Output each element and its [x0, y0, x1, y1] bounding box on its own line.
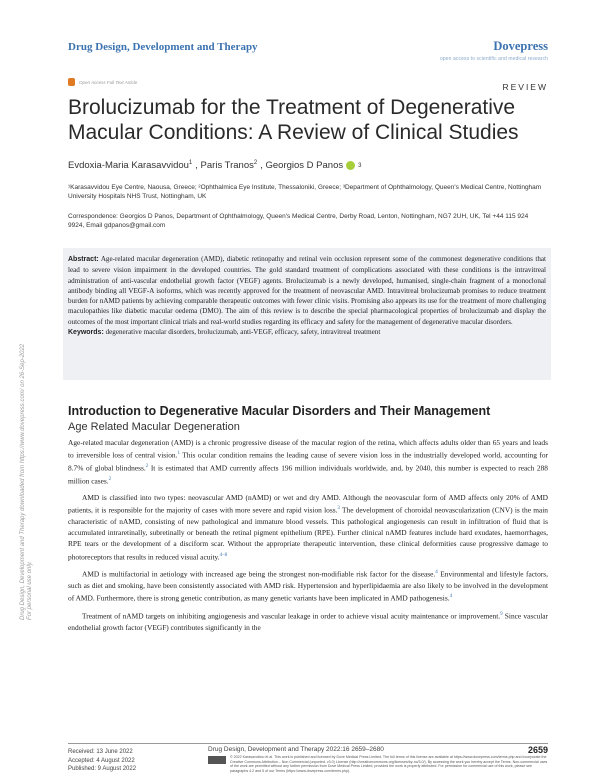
journal-name: Drug Design, Development and Therapy: [68, 41, 258, 53]
article-title: Brolucizumab for the Treatment of Degenerative Macular Conditions: A Review of Clinical Studies: [68, 96, 519, 144]
author-name[interactable]: Evdoxia-Maria Karasavvidou$^1$: [68, 160, 193, 172]
paragraph: AMD is multifactorial in aetiology with increased age being the strongest non-modifiable risk factor for the disease.$^4$ Environmental and lifestyle factors, such as diet and smoking, have been consistently associated with AMD risk. Hypertension and hyperlipidaemia are also likely to be involved in the development of AMD. Furthermore, there is strong genetic contribution, as many genetic variants have been implicated in AMD pathogenesis.$^4$: [68, 569, 548, 603]
license-text: © 2022 Karasavvidou et al. This work is published and licensed by Dove Medical Press Limited. The full terms of this license are available at https://www.dovepress.com/terms.php and incorporate the Creative Commons Attribution – Non Commercial (unported, v3.0) License (http://creativecommons.org/licenses/by-nc/3.0/). By accessing the work you hereby accept the Terms. Non-commercial uses of the work are permitted without any further permission from Dove Medical Press Limited, provided the work is properly attributed. For permission for commercial use of this work, please see paragraphs 4.2 and 5 of our Terms (https://www.dovepress.com/terms.php).: [230, 755, 548, 773]
subsection-heading: Age Related Macular Degeneration: [68, 421, 240, 433]
author-sup: 3: [358, 162, 362, 169]
author-list: [68, 160, 361, 171]
citation-link[interactable]: 4: [435, 570, 438, 576]
section-heading: Introduction to Degenerative Macular Disorders and Their Management: [68, 404, 491, 418]
author-name[interactable]: , Paris Tranos$^2$: [195, 160, 258, 172]
citation-link[interactable]: 1: [177, 451, 180, 457]
author-name[interactable]: , Georgios D Panos: [260, 160, 344, 172]
affiliations: ¹Karasavvidou Eye Centre, Naousa, Greece; ²Ophthalmica Eye Institute, Thessaloniki, Greece; ³Department of Ophthalmology, Queen's Medical Centre, Nottingham University Hospitals NHS Trust, Nottingham, UK: [68, 184, 542, 200]
download-notice-line2: For personal use only.: [27, 561, 33, 620]
download-notice: [20, 152, 34, 620]
footer-divider: [68, 743, 548, 744]
orcid-icon[interactable]: [346, 161, 355, 170]
abstract-label: Abstract:: [68, 256, 99, 263]
received-date: Received: 13 June 2022: [68, 749, 133, 755]
footer-citation: Drug Design, Development and Therapy 2022:16 2659–2680: [208, 746, 384, 753]
publisher-brand[interactable]: [440, 39, 548, 62]
open-access-lock-icon: [68, 78, 75, 86]
open-access-badge: [68, 78, 137, 86]
abstract-box: [63, 248, 551, 380]
citation-link[interactable]: 4: [449, 594, 453, 600]
published-date: Published: 9 August 2022: [68, 766, 137, 772]
citation-link[interactable]: 9: [500, 612, 503, 618]
keywords-label: Keywords:: [68, 329, 104, 337]
body-text: [68, 437, 548, 638]
citation-link[interactable]: 2: [145, 464, 149, 470]
paragraph: Age-related macular degeneration (AMD) is a chronic progressive disease of the macular region of the retina, which affects adults older than 65 years and leads to irreversible loss of central vision.$^1$ This ocular condition remains the leading cause of severe vision loss in the industrially developed world, accounting for 8.7% of global blindness.$^2$ It is estimated that AMD currently affects 196 million individuals worldwide, and, by 2040, this number is expected to reach 288 million cases.$^2$: [68, 438, 548, 486]
citation-link[interactable]: 4–8: [219, 552, 228, 558]
correspondence: Correspondence: Georgios D Panos, Department of Ophthalmology, Queen's Medical Centre, Derby Road, Lenton, Nottingham, NG7 2UH, UK, Tel +44 115 924 9924, Email gdpanos@gmail.com: [68, 213, 529, 229]
abstract-text: Age-related macular degeneration (AMD), diabetic retinopathy and retinal vein occlusion represent some of the commonest degenerative conditions that lead to severe vision impairment in the developed countries. The gold standard treatment of complications associated with these conditions is the intravitreal administration of anti-vascular endothelial growth factor (VEGF) agents. Brolucizumab is a newly developed, humanised, single-chain fragment of a monoclonal antibody binding all VEGF-A isoforms, which was recently approved for the treatment of neovascular AMD. Intravitreal brolucizumab promises to reduce treatment burden for nAMD patients by achieving comparable therapeutic outcomes with fewer clinic visits. Promising also appears its use for the treatment of more challenging maculopathies like diabetic macular oedema (DMO). The aim of this review is to describe the special pharmacological properties of brolucizumab and display the outcomes of the most important clinical trials and real-world studies regarding its efficacy and safety for the management of degenerative macular disorders.: [68, 255, 546, 326]
brand-tagline: open access to scientific and medical research: [440, 56, 548, 62]
creative-commons-icon[interactable]: [208, 756, 226, 764]
paragraph: Treatment of nAMD targets on inhibiting angiogenesis and vascular leakage in order to achieve visual acuity maintenance or improvement.$^9$ Since vascular endothelial growth factor (VEGF) contributes significantly in the: [68, 611, 548, 632]
accepted-date: Accepted: 4 August 2022: [68, 757, 135, 764]
publication-dates: [68, 748, 136, 774]
keywords-text: degenerative macular disorders, brolucizumab, anti-VEGF, efficacy, safety, intravitreal treatment: [105, 328, 381, 337]
paragraph: AMD is classified into two types: neovascular AMD (nAMD) or wet and dry AMD. Although the neovascular form of AMD affects only 20% of AMD patients, it is responsible for the majority of cases with more severe and rapid vision loss.$^3$ The development of choroidal neovascularization (CNV) is the main characteristic of nAMD, consisting of new pathological and immature blood vessels. This pathological angiogenesis can result in infiltration of fluid that is accumulated intraretinally, subretinally or beneath the retinal pigment epithelium (RPE). Further clinical nAMD features include hard exudates, haemorrhages, RPE tears or the development of a disciform scar. Without the appropriate therapeutic intervention, these clinical deformities cause progressive damage to photoreceptors that results in reduced visual acuity.$^{4-8}$: [68, 492, 548, 562]
page-number: 2659: [527, 745, 548, 755]
citation-link[interactable]: 3: [337, 505, 340, 511]
brand-name: Dovepress: [493, 39, 548, 53]
citation-link[interactable]: 2: [108, 476, 112, 482]
article-type: REVIEW: [502, 82, 548, 92]
download-notice-line1: Drug Design, Development and Therapy downloaded from https://www.dovepress.com/ on 26-Sep-2022: [20, 343, 26, 620]
open-access-label: Open Access Full Text Article: [79, 79, 138, 85]
